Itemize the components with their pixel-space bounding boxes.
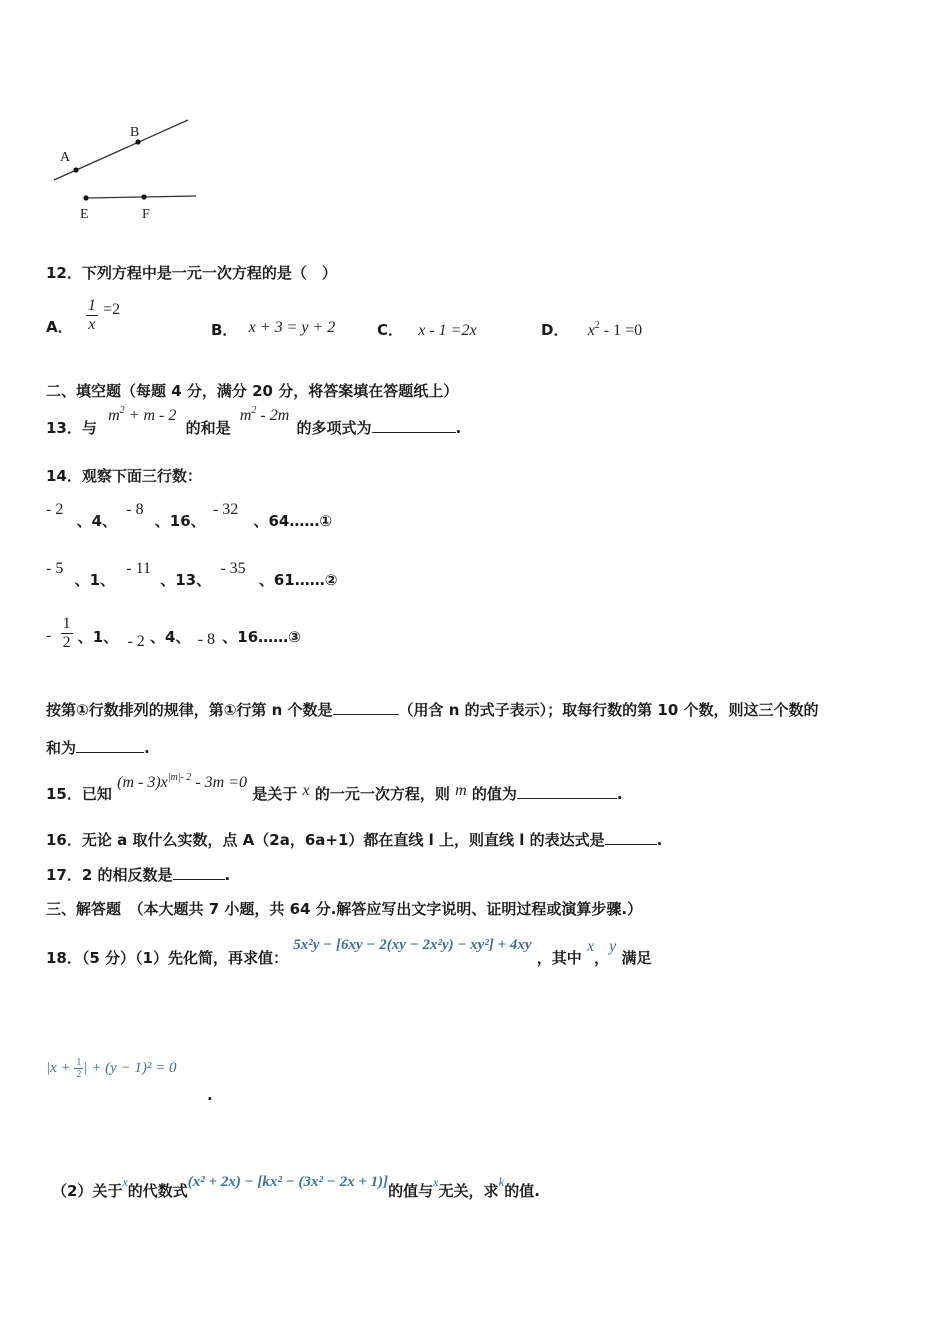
q18-condition [46,1057,177,1080]
option-c-expr: x - 1 =2x [418,322,477,339]
option-b-label: B． [211,321,238,339]
fraction-denominator: x [88,315,96,333]
p2-expression: (x² + 2x) − [kx² − (3x² − 2x + 1)] [187,1174,389,1190]
point-a [73,167,78,172]
row3-sep2: 、4、 [150,627,191,646]
row2-sep2: 、13、 [160,571,212,589]
q16-answer-blank[interactable] [605,830,657,845]
q15-mid1: 是关于 [252,785,298,803]
q12-option-a [46,297,121,336]
q16 [46,829,662,850]
section2-title: 二、填空题（每题 4 分，满分 20 分，将答案填在答题纸上） [46,382,459,400]
q15-exponent: |m|- 2 [167,772,192,783]
point-e [83,195,88,200]
q14-answer-blank2[interactable] [76,738,144,753]
point-b [135,139,140,144]
option-c-label: C． [377,321,404,339]
q18-condition-dot: . [207,1086,213,1104]
row1-tail: 、64……① [253,512,333,530]
q15-expr-b: - 3m =0 [191,774,247,791]
q18-part2 [52,1170,540,1200]
option-d-base: x [587,322,595,339]
q18-mid: ，其中 [536,949,582,967]
q14-line2-end: . [144,739,150,757]
expr1-base: m [108,407,120,424]
q13-mid: 的和是 [185,419,231,437]
q15 [46,771,623,803]
point-f [141,194,146,199]
row1-term3: - 8 [126,501,144,518]
q18-suffix: 满足 [621,949,652,967]
q15-prefix: 15．已知 [46,785,112,803]
q14-row2 [46,557,338,589]
q17-answer-blank[interactable] [173,865,225,880]
q17 [46,864,230,885]
geometry-figure [40,110,210,225]
q18-part1 [46,933,652,967]
row2-term3: - 11 [126,560,151,577]
p2-mid2: 的值与 [388,1182,434,1200]
p2-mid3: 无关，求 [438,1182,499,1200]
q12-stem: 12．下列方程中是一元一次方程的是（ ） [46,264,337,282]
row2-tail: 、61……② [258,571,338,589]
q18-comma: ， [594,949,610,967]
q14-line1-text-b: （用含 n 的式子表示）；取每行数的第 10 个数，则这三个数的 [398,701,819,719]
q12-option-c [377,319,477,340]
row2-term1: - 5 [46,560,64,577]
row2-term5: - 35 [220,560,246,577]
q14-stem: 14．观察下面三行数： [46,467,202,485]
q18-var-y: y [609,938,617,955]
expr2-exponent: 2 [251,405,257,416]
row3-denominator: 2 [62,633,71,651]
expr2-rest: - 2m [256,407,290,424]
q18-prefix: 18．（5 分）（1）先化简，再求值： [46,949,288,967]
q14-answer-blank1[interactable] [333,700,399,715]
p2-mid: 的代数式 [127,1182,188,1200]
q15-answer-blank[interactable] [517,784,617,799]
q14-line1-text: 按第①行数排列的规律，第①行第 n 个数是 [46,701,333,719]
p2-end: 的值. [504,1182,540,1200]
row1-sep2: 、16、 [154,512,206,530]
q18-var-x: x [587,938,595,955]
q13-expr2 [240,407,289,424]
condition-part-b: | + (y − 1)² = 0 [83,1059,177,1076]
q18-expression: 5x²y − [6xy − 2(xy − 2x²y) − xy²] + 4xy [293,937,532,953]
option-b-expr: x + 3 = y + 2 [248,319,336,336]
option-d-exponent: 2 [594,320,600,331]
q14-question-line2 [46,737,150,758]
row1-sep1: 、4、 [76,512,117,530]
label-f: F [142,207,150,222]
p2-var-x2: x [433,1175,439,1189]
row3-term3: - 2 [127,632,145,650]
option-d-label: D． [541,321,569,339]
fraction-numerator: 1 [87,297,96,314]
q15-expr-a: (m - 3)x [117,774,168,791]
q16-text: 16．无论 a 取什么实数，点 A（2a，6a+1）都在直线 l 上，则直线 l 的表达式是 [46,831,605,849]
row1-term5: - 32 [212,501,239,518]
option-a-rest: =2 [103,300,121,318]
q13-expr1 [108,407,176,424]
q15-var-x: x [302,782,310,799]
row3-sign: - [46,626,52,644]
p2-var-k: k [498,1174,505,1189]
q15-var-m: m [455,782,467,799]
row3-term5: - 8 [197,630,216,648]
q13 [46,404,462,437]
q12-option-b [211,319,335,340]
label-a: A [60,150,71,165]
option-a-fraction [86,297,98,333]
q14-line2-text: 和为 [46,739,77,757]
q15-end: . [616,785,623,803]
q17-end: . [224,866,231,884]
q12-option-d [541,319,642,340]
q14-question-line1 [46,699,818,720]
row3-numerator: 1 [62,615,71,632]
row3-tail: 、16……③ [222,627,301,646]
q17-text: 17．2 的相反数是 [46,866,173,884]
q13-suffix: 的多项式为 [296,419,372,437]
q15-mid3: 的值为 [471,785,517,803]
q14-row1 [46,498,333,530]
condition-denominator: 2 [76,1069,82,1080]
expr1-rest: + m - 2 [124,407,177,424]
row3-sep1: 、1、 [77,627,119,646]
p2-var-x: x [122,1175,128,1189]
condition-numerator: 1 [76,1057,82,1068]
q13-prefix: 13．与 [46,419,97,437]
q13-end: . [455,419,462,437]
row1-term1: - 2 [46,501,64,518]
option-a-label: A． [46,317,73,336]
q15-equation [117,774,247,791]
label-b: B [130,125,140,140]
q15-mid2: 的一元一次方程，则 [314,785,450,803]
line-ef [86,196,196,198]
q16-end: . [656,831,663,849]
section3-title: 三、解答题 （本大题共 7 小题，共 64 分.解答应写出文字说明、证明过程或演算步骤.） [46,900,643,918]
p2-prefix: （2）关于 [52,1182,123,1200]
expr2-base: m [239,407,252,424]
row2-sep1: 、1、 [74,571,115,589]
q13-answer-blank[interactable] [372,418,456,433]
row3-fraction [61,615,73,651]
option-d-rest: - 1 =0 [599,322,643,339]
q14-row3 [46,615,301,651]
condition-part-a: |x + [46,1059,75,1076]
expr1-exponent: 2 [119,405,125,416]
label-e: E [80,207,89,222]
